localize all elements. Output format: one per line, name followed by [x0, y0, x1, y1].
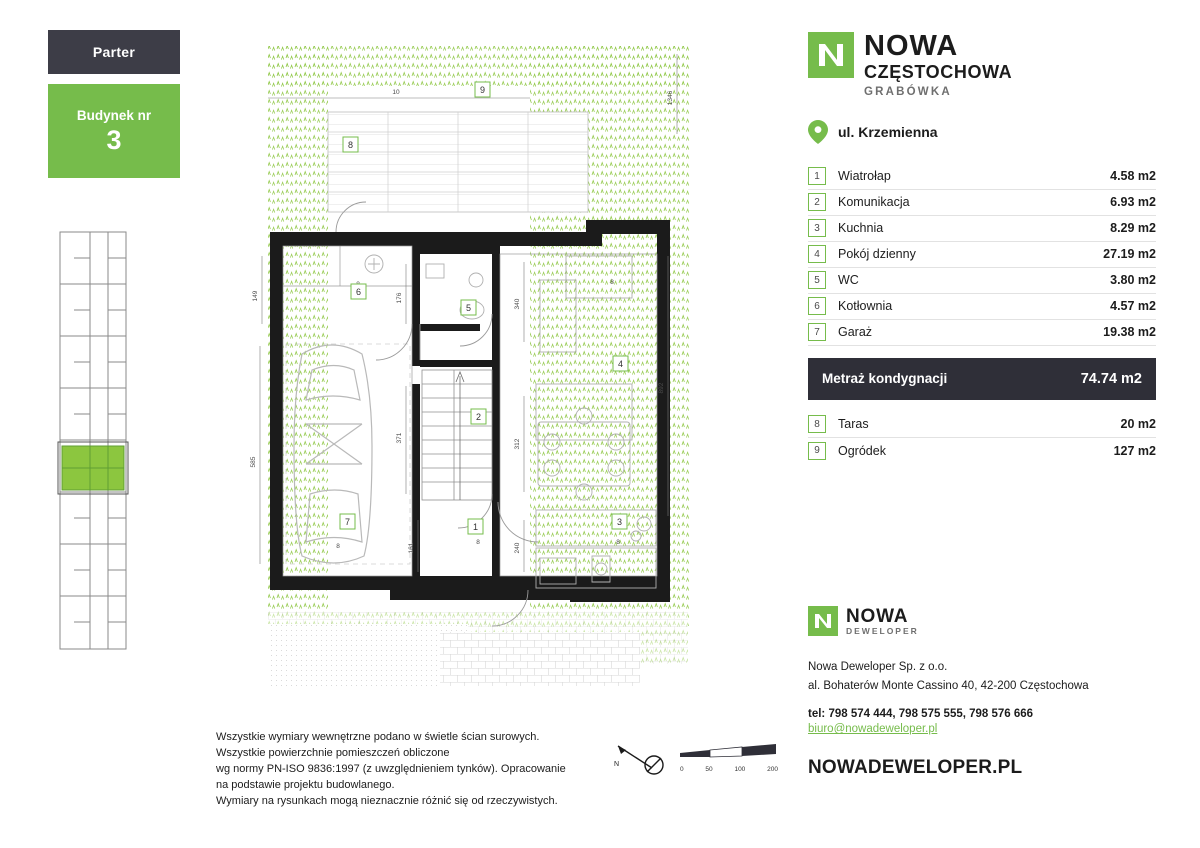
left-column	[48, 30, 233, 178]
dim-8e: 8	[610, 279, 614, 286]
room-number: 4	[808, 245, 826, 263]
room-row	[808, 242, 1156, 268]
developer-logo	[808, 606, 1156, 636]
brand-name	[864, 32, 1012, 98]
dim-8d: 8	[616, 539, 620, 546]
dim-892: 892	[658, 382, 665, 394]
room-number: 5	[808, 271, 826, 289]
note-line-5: Wymiary na rysunkach mogą nieznacznie różnić się od rzeczywistych.	[216, 794, 558, 807]
dim-8c: 8	[476, 539, 480, 546]
room-name: Pokój dzienny	[838, 247, 916, 261]
extra-name: Taras	[838, 417, 869, 431]
address-text: ul. Krzemienna	[838, 123, 938, 140]
room-number: 3	[808, 219, 826, 237]
room-name: Wiatrołap	[838, 169, 891, 183]
total-value: 74.74 m2	[1080, 370, 1142, 387]
extra-row	[808, 438, 1156, 464]
room-list	[808, 164, 1156, 346]
extra-area: 20 m2	[1120, 417, 1156, 431]
room-area: 3.80 m2	[1110, 273, 1156, 287]
building-number: 3	[106, 124, 122, 155]
extra-row	[808, 412, 1156, 438]
scale-tick-3: 200	[767, 766, 778, 773]
stairs-symbol	[422, 370, 492, 500]
room-name: Kotłownia	[838, 299, 893, 313]
dim-371: 371	[396, 432, 403, 444]
room-name: Komunikacja	[838, 195, 910, 209]
floor-label: Parter	[92, 44, 136, 60]
extra-number: 9	[808, 442, 826, 460]
room-row	[808, 216, 1156, 242]
brand-line-3: GRABÓWKA	[864, 85, 952, 98]
room-area: 19.38 m2	[1103, 325, 1156, 339]
room-row	[808, 268, 1156, 294]
svg-text:4: 4	[617, 359, 624, 369]
dim-161: 161	[408, 542, 415, 554]
info-panel	[808, 32, 1156, 464]
drawing-notes	[216, 730, 596, 810]
building-badge	[48, 84, 180, 178]
brand-logo	[808, 32, 1156, 98]
key-plan	[56, 228, 181, 653]
dim-312: 312	[514, 438, 521, 450]
floor-badge	[48, 30, 180, 74]
nowa-logo-icon	[808, 32, 854, 78]
room-row	[808, 190, 1156, 216]
dim-585: 585	[250, 456, 257, 468]
room-name: WC	[838, 273, 859, 287]
scale-tick-0: 0	[680, 766, 684, 773]
brand-line-2: CZĘSTOCHOWA	[864, 62, 1013, 82]
total-area-banner	[808, 358, 1156, 400]
room-row	[808, 164, 1156, 190]
developer-email-link[interactable]: biuro@nowadeweloper.pl	[808, 723, 938, 736]
room-number: 6	[808, 297, 826, 315]
dim-149: 149	[252, 290, 259, 302]
svg-text:9: 9	[479, 85, 486, 95]
note-line-4: na podstawie projektu budowlanego.	[216, 778, 395, 791]
developer-phone: tel: 798 574 444, 798 575 555, 798 576 666	[808, 708, 1034, 721]
scale-tick-1: 50	[705, 766, 713, 773]
north-arrow-icon	[612, 742, 672, 778]
extras-list	[808, 412, 1156, 464]
dim-10: 10	[392, 89, 400, 96]
brand-line-1: NOWA	[864, 30, 959, 62]
extra-area: 127 m2	[1113, 443, 1156, 458]
svg-text:7: 7	[344, 517, 351, 527]
developer-block	[808, 606, 1156, 779]
developer-street: al. Bohaterów Monte Cassino 40, 42-200 Częstochowa	[808, 679, 1089, 692]
developer-company: Nowa Deweloper Sp. z o.o.	[808, 661, 948, 673]
floorplan-drawing	[240, 24, 780, 724]
room-area: 27.19 m2	[1103, 247, 1156, 261]
svg-text:5: 5	[465, 303, 472, 313]
room-row	[808, 294, 1156, 320]
room-number: 2	[808, 193, 826, 211]
nowa-deweloper-logo-icon	[808, 606, 838, 636]
room-area: 8.29 m2	[1110, 221, 1156, 235]
address-row	[808, 120, 1156, 144]
dim-240: 240	[514, 542, 521, 554]
room-name: Kuchnia	[838, 221, 884, 235]
note-line-2: Wszystkie powierzchnie pomieszczeń obliczone	[216, 746, 450, 759]
note-line-1: Wszystkie wymiary wewnętrzne podano w świetle ścian surowych.	[216, 731, 540, 743]
map-pin-icon	[808, 120, 828, 144]
extra-name: Ogródek	[838, 443, 886, 458]
svg-text:N: N	[614, 761, 620, 768]
note-line-3: wg normy PN-ISO 9836:1997 (z uwzględnieniem tynków). Opracowanie	[216, 762, 566, 775]
building-label: Budynek nr	[76, 108, 152, 124]
room-row	[808, 320, 1156, 346]
dim-8a: 8	[336, 543, 340, 550]
svg-text:6: 6	[355, 287, 362, 297]
scale-bar	[680, 744, 778, 778]
room-number: 1	[808, 167, 826, 185]
developer-logo-line-1: NOWA	[846, 605, 909, 627]
svg-text:2: 2	[475, 412, 482, 422]
developer-address	[808, 658, 1156, 695]
room-area: 6.93 m2	[1110, 195, 1156, 209]
scale-tick-2: 100	[734, 766, 746, 773]
svg-text:3: 3	[616, 517, 623, 527]
svg-text:8: 8	[347, 140, 354, 150]
extra-number: 8	[808, 415, 826, 433]
dim-1346: 1346	[667, 90, 674, 106]
room-area: 4.58 m2	[1110, 169, 1156, 183]
developer-website[interactable]: NOWADEWELOPER.PL	[808, 757, 1023, 779]
dim-176: 176	[396, 292, 403, 304]
room-area: 4.57 m2	[1110, 299, 1156, 313]
total-label: Metraż kondygnacji	[822, 371, 948, 386]
room-number: 7	[808, 323, 826, 341]
key-plan-highlight	[58, 442, 128, 494]
room-name: Garaż	[838, 325, 873, 339]
svg-text:1: 1	[472, 522, 479, 532]
developer-logo-line-2: DEWELOPER	[846, 625, 919, 636]
dim-340: 340	[514, 298, 521, 310]
